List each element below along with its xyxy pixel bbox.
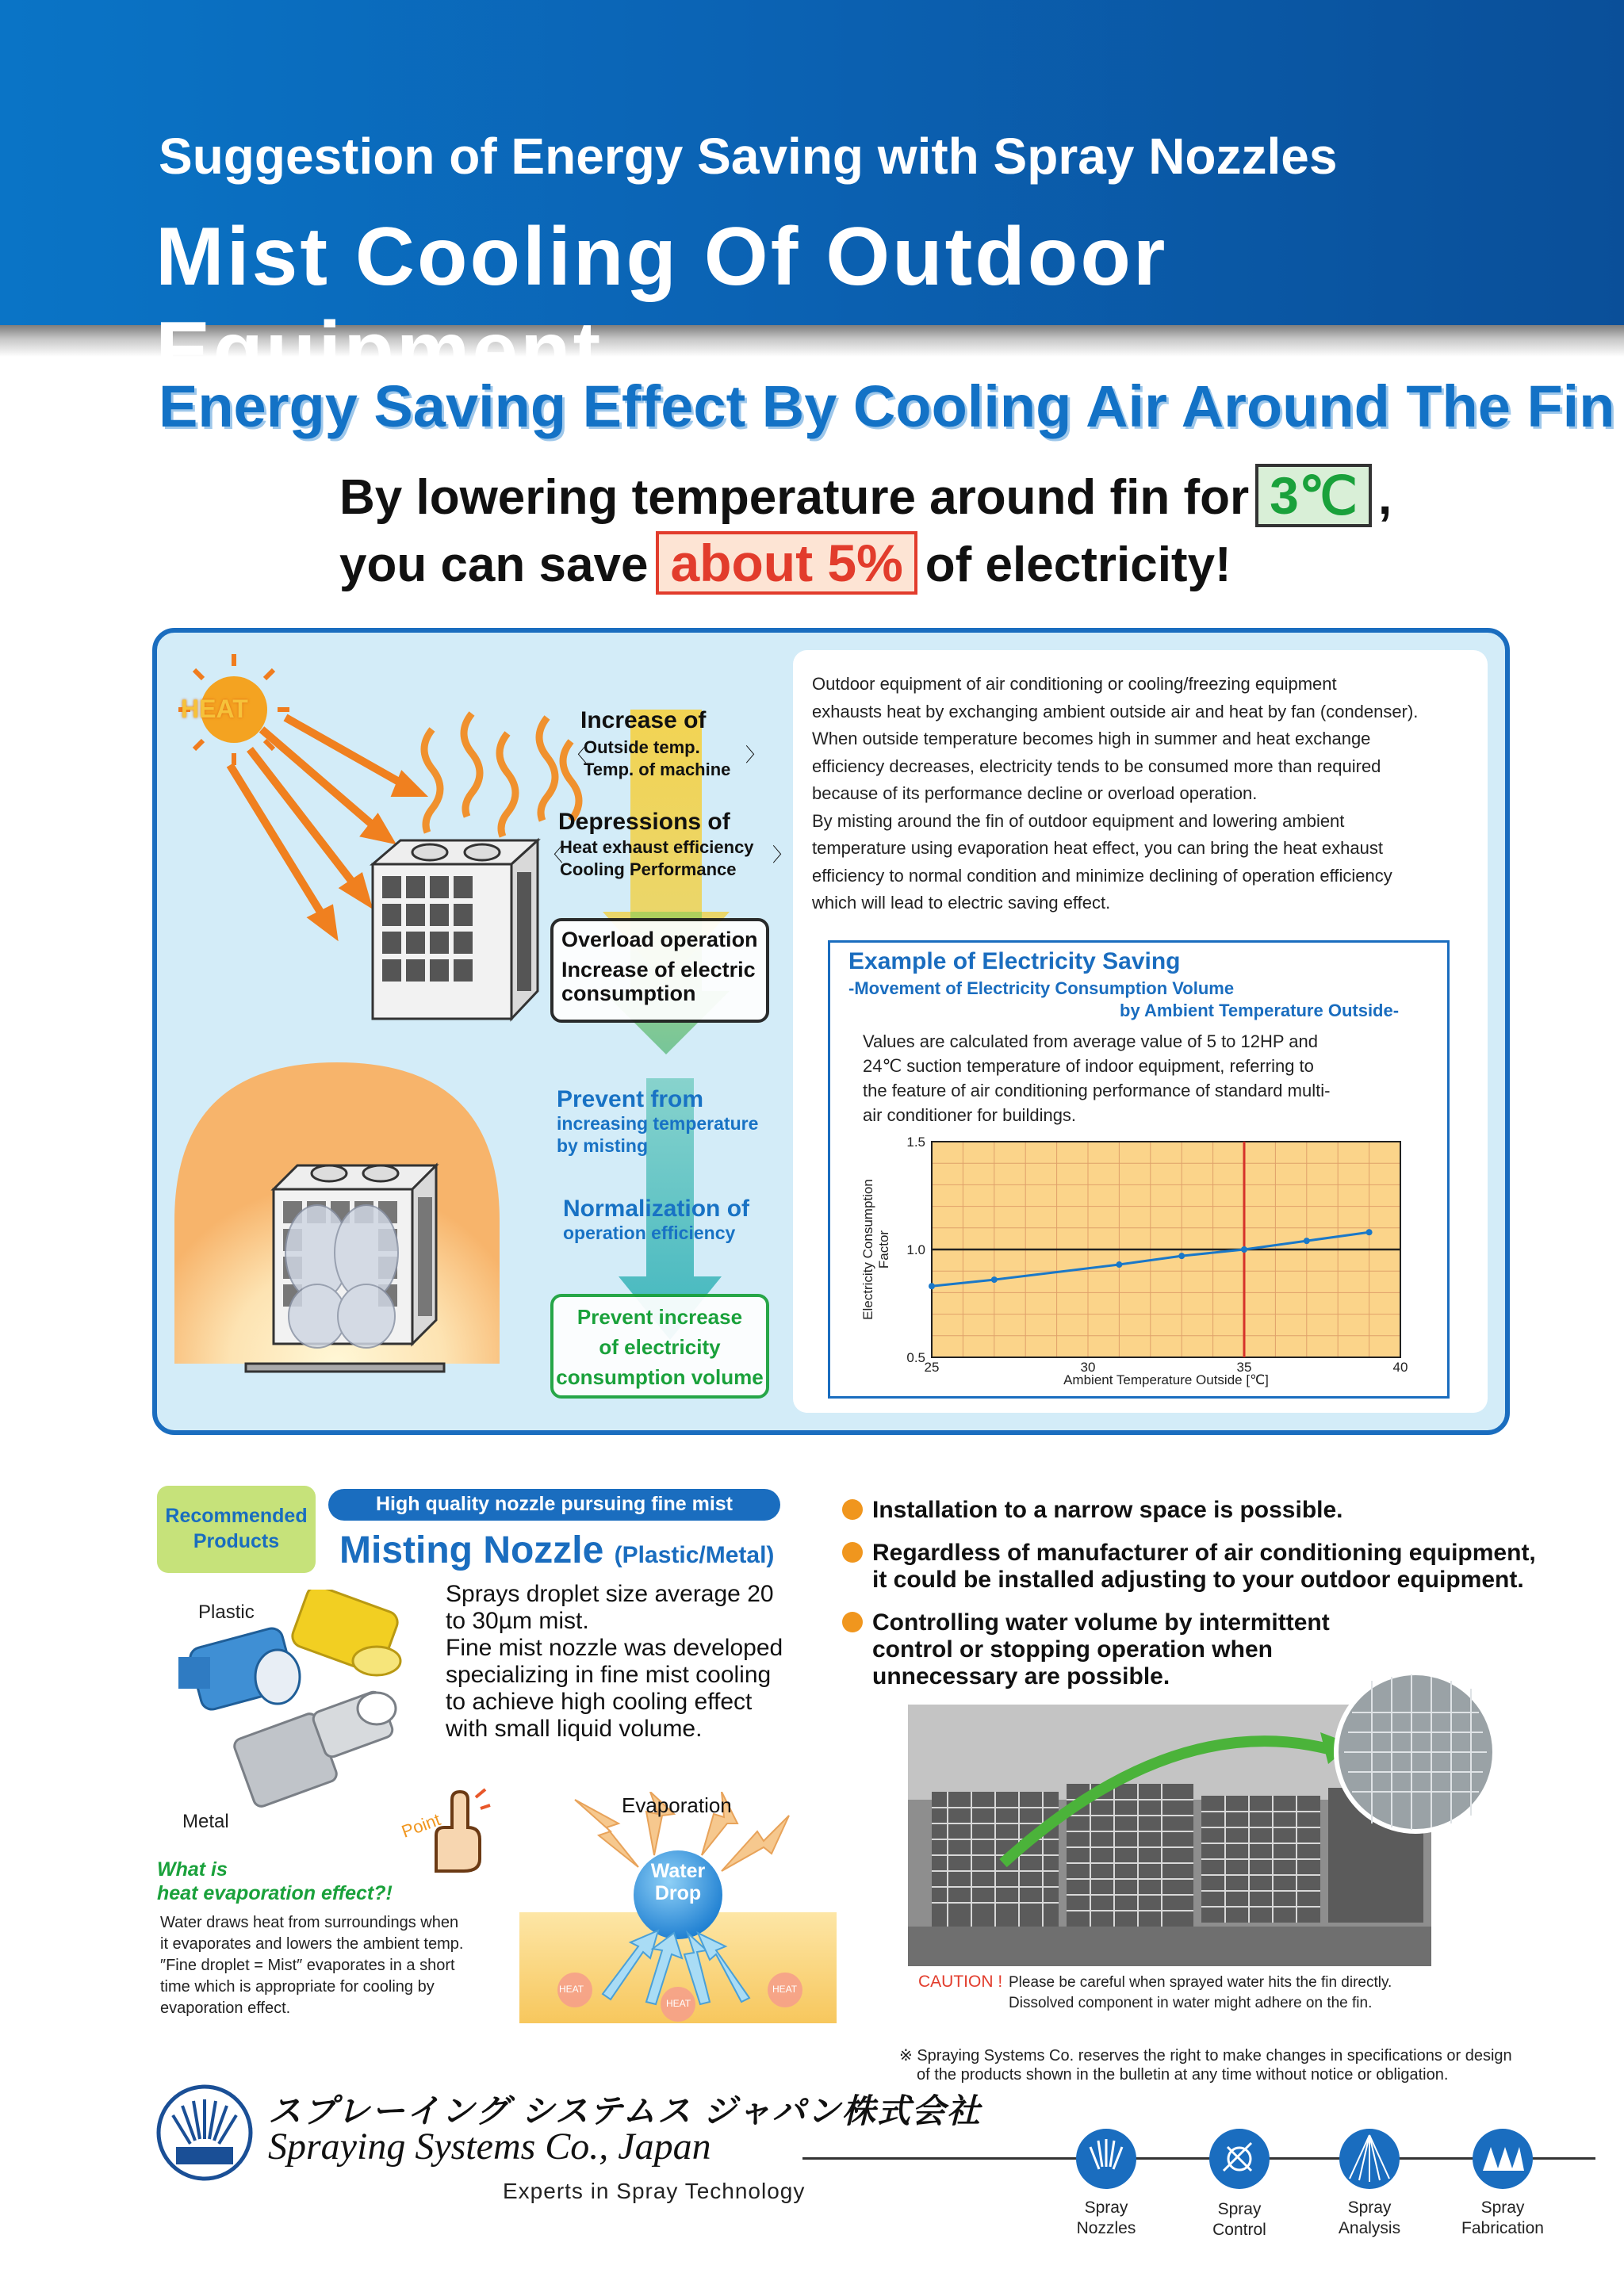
evap-text — [160, 1912, 463, 2019]
tagline-text: High quality nozzle pursuing fine mist — [375, 1493, 733, 1515]
claim-line-1 — [339, 464, 1392, 527]
product-description — [446, 1581, 783, 1743]
recommended-badge — [157, 1486, 316, 1573]
x-tick-label: 30 — [1080, 1360, 1096, 1375]
normal-text: operation efficiency — [563, 1223, 736, 1243]
icon-label-line: Spray — [1347, 2198, 1392, 2217]
prevent-text: increasing temperature — [557, 1113, 759, 1134]
bracket-left: 〈 — [568, 744, 587, 766]
note-line: air conditioner for buildings. — [863, 1105, 1077, 1125]
description-text — [812, 671, 1486, 917]
data-point — [929, 1283, 935, 1289]
prevent-title: Prevent from — [557, 1086, 704, 1112]
company-name: Spraying Systems Co., Japan — [268, 2126, 711, 2168]
feature-item — [842, 1497, 1343, 1524]
heat-mark: HEAT — [666, 1998, 691, 2009]
icon-label-line: Analysis — [1338, 2219, 1401, 2237]
data-point — [1178, 1253, 1185, 1259]
increase-item: Outside temp. — [584, 737, 700, 757]
footer-icon-label — [1059, 2198, 1154, 2239]
spray-fabrication-icon — [1467, 2123, 1538, 2195]
note-line: the feature of air conditioning performance of standard multi- — [863, 1081, 1331, 1100]
feature-text: Controlling water volume by intermittent — [872, 1609, 1330, 1636]
bracket-right: 〉 — [745, 744, 764, 766]
heat-mark: HEAT — [559, 1984, 584, 1995]
data-point — [1116, 1261, 1122, 1268]
company-slogan: Experts in Spray Technology — [503, 2179, 806, 2203]
normal-title: Normalization of — [563, 1196, 750, 1222]
company-name-jp: スプレーイング システムス ジャパン株式会社 — [268, 2092, 982, 2130]
description-line: When outside temperature becomes high in summer and heat exchange — [812, 729, 1371, 748]
x-tick-label: 40 — [1392, 1360, 1408, 1375]
feature-text: unnecessary are possible. — [872, 1663, 1170, 1689]
description-line: which will lead to electric saving effect. — [812, 893, 1111, 913]
description-line: efficiency decreases, electricity tends to be consumed more than required — [812, 756, 1381, 776]
electricity-chart — [841, 1126, 1443, 1395]
desc-line: Sprays droplet size average 20 — [446, 1581, 774, 1607]
page-title: Mist Cooling Of Outdoor Equipment — [155, 211, 1168, 397]
caution-text: Dissolved component in water might adhere on the fin. — [1009, 1995, 1373, 2011]
metal-nozzle-icon — [232, 1689, 396, 1808]
evap-line: Water draws heat from surroundings when — [160, 1914, 459, 1931]
overload-text: consumption — [561, 982, 696, 1005]
bracket-right: 〉 — [772, 844, 791, 866]
depress-item: Heat exhaust efficiency — [560, 837, 754, 857]
depress-item: Cooling Performance — [560, 859, 737, 879]
badge-text: Products — [193, 1530, 280, 1552]
footer-icon-label — [1192, 2199, 1287, 2241]
bullet-dot — [842, 1542, 863, 1563]
overload-text: Overload operation — [561, 928, 758, 951]
claim-comma: , — [1377, 470, 1392, 525]
claim-text: you can save — [339, 538, 649, 592]
increase-item: Temp. of machine — [584, 760, 731, 779]
final-text: of electricity — [599, 1335, 721, 1359]
spray-analysis-icon — [1334, 2123, 1405, 2195]
evap-question: What is — [157, 1858, 228, 1881]
icon-label-line: Fabrication — [1461, 2219, 1544, 2237]
evap-line: it evaporates and lowers the ambient temp. — [160, 1935, 464, 1953]
temp-badge: 3℃ — [1255, 464, 1372, 527]
desc-line: Fine mist nozzle was developed — [446, 1635, 783, 1661]
x-axis-label: Ambient Temperature Outside [℃] — [1063, 1372, 1269, 1387]
yellow-nozzle-icon — [289, 1590, 400, 1675]
desc-line: to achieve high cooling effect — [446, 1689, 753, 1715]
claim-text: of electricity! — [925, 538, 1231, 592]
icon-label-line: Control — [1212, 2221, 1266, 2239]
disclaimer-text: of the products shown in the bulletin at any time without notice or obligation. — [917, 2066, 1449, 2084]
blue-nozzle-icon — [178, 1626, 300, 1712]
claim-line-2 — [339, 531, 1231, 595]
note-line: 24℃ suction temperature of indoor equipment, referring to — [863, 1056, 1314, 1076]
example-title: Example of Electricity Saving — [848, 948, 1181, 974]
data-point — [1304, 1238, 1310, 1244]
description-line: By misting around the fin of outdoor equipment and lowering ambient — [812, 810, 1345, 831]
outdoor-unit-hot — [373, 840, 538, 1019]
desc-line: specializing in fine mist cooling — [446, 1662, 772, 1688]
prevent-text: by misting — [557, 1135, 649, 1156]
icon-label-line: Spray — [1217, 2200, 1262, 2218]
evap-question: heat evaporation effect?! — [157, 1882, 393, 1904]
section-headline: Energy Saving Effect By Cooling Air Around The Fin — [159, 373, 1615, 439]
description-line: efficiency to normal condition and minimize declining of operation efficiency — [812, 865, 1392, 886]
company-logo-icon — [155, 2084, 254, 2182]
icon-label-line: Spray — [1480, 2198, 1525, 2217]
example-subtitle: -Movement of Electricity Consumption Volume — [848, 978, 1235, 998]
final-text: consumption volume — [556, 1365, 764, 1389]
nozzle-images — [178, 1590, 440, 1827]
icon-label-line: Nozzles — [1076, 2219, 1136, 2237]
x-tick-label: 25 — [924, 1360, 940, 1375]
note-line: Values are calculated from average value of 5 to 12HP and — [863, 1031, 1318, 1051]
spray-control-icon — [1204, 2123, 1275, 2195]
pointing-hand-icon — [420, 1788, 492, 1875]
evaporation-label: Evaporation — [622, 1793, 732, 1817]
icon-label-line: Spray — [1084, 2198, 1128, 2217]
feature-text: Installation to a narrow space is possible. — [872, 1497, 1343, 1523]
heat-label: HEAT — [181, 695, 248, 723]
description-line: temperature using evaporation heat effect, you can bring the heat exhaust — [812, 838, 1383, 858]
bullet-dot — [842, 1612, 863, 1632]
example-subtitle: by Ambient Temperature Outside- — [1120, 1001, 1400, 1020]
badge-text: Recommended — [165, 1505, 308, 1527]
y-tick-label: 1.5 — [906, 1135, 925, 1150]
desc-line: to 30µm mist. — [446, 1608, 589, 1634]
caution-label: CAUTION ! — [918, 1973, 1003, 1991]
y-tick-label: 0.5 — [906, 1350, 925, 1365]
data-point — [1241, 1246, 1247, 1253]
footer-icon-label — [1455, 2198, 1550, 2239]
feature-text: control or stopping operation when — [872, 1636, 1273, 1663]
evap-line: time which is appropriate for cooling by — [160, 1978, 435, 1996]
page-subtitle: Suggestion of Energy Saving with Spray Nozzles — [159, 128, 1338, 185]
disclaimer-text: ※ Spraying Systems Co. reserves the right to make changes in specifications or design — [899, 2047, 1512, 2064]
caution-text: Please be careful when sprayed water hits the fin directly. — [1009, 1974, 1392, 1991]
spray-nozzles-icon — [1071, 2123, 1142, 2195]
y-axis-label: Electricity ConsumptionFactor — [860, 1179, 891, 1320]
evap-line: ″Fine droplet = Mist″ evaporates in a short — [160, 1957, 455, 1974]
desc-line: with small liquid volume. — [446, 1716, 703, 1742]
point-label: Point — [399, 1809, 443, 1842]
overload-text: Increase of electric — [561, 958, 756, 982]
installation-photo — [908, 1657, 1495, 1966]
evap-line: evaporation effect. — [160, 1999, 291, 2017]
data-point — [991, 1276, 998, 1283]
footer-icon-label — [1322, 2198, 1417, 2239]
description-line: Outdoor equipment of air conditioning or cooling/freezing equipment — [812, 674, 1337, 694]
drop-label: Drop — [654, 1882, 702, 1904]
water-label: Water — [650, 1860, 706, 1882]
x-tick-label: 35 — [1236, 1360, 1252, 1375]
metal-label: Metal — [182, 1811, 229, 1832]
bracket-left: 〈 — [544, 844, 563, 866]
product-title: Misting Nozzle — [339, 1529, 604, 1571]
feature-text: Regardless of manufacturer of air conditioning equipment, — [872, 1540, 1536, 1566]
heat-mark: HEAT — [772, 1984, 798, 1995]
plastic-label: Plastic — [198, 1601, 255, 1623]
example-note — [863, 1029, 1434, 1127]
description-line: exhausts heat by exchanging ambient outside air and heat by fan (condenser). — [812, 701, 1419, 721]
feature-item — [842, 1540, 1536, 1567]
bullet-dot — [842, 1499, 863, 1520]
increase-title: Increase of — [580, 707, 707, 733]
final-text: Prevent increase — [576, 1305, 743, 1329]
y-tick-label: 1.0 — [906, 1242, 925, 1257]
depress-title: Depressions of — [558, 809, 730, 835]
feature-text: it could be installed adjusting to your outdoor equipment. — [872, 1567, 1524, 1593]
description-line: because of its performance decline or overload operation. — [812, 783, 1258, 803]
saving-badge: about 5% — [656, 531, 917, 595]
outdoor-unit-misted — [246, 1165, 444, 1372]
data-point — [1366, 1229, 1373, 1235]
feature-item — [842, 1609, 1330, 1636]
product-name — [339, 1529, 774, 1572]
claim-text: By lowering temperature around fin for — [339, 470, 1250, 525]
product-material: (Plastic/Metal) — [614, 1542, 775, 1568]
